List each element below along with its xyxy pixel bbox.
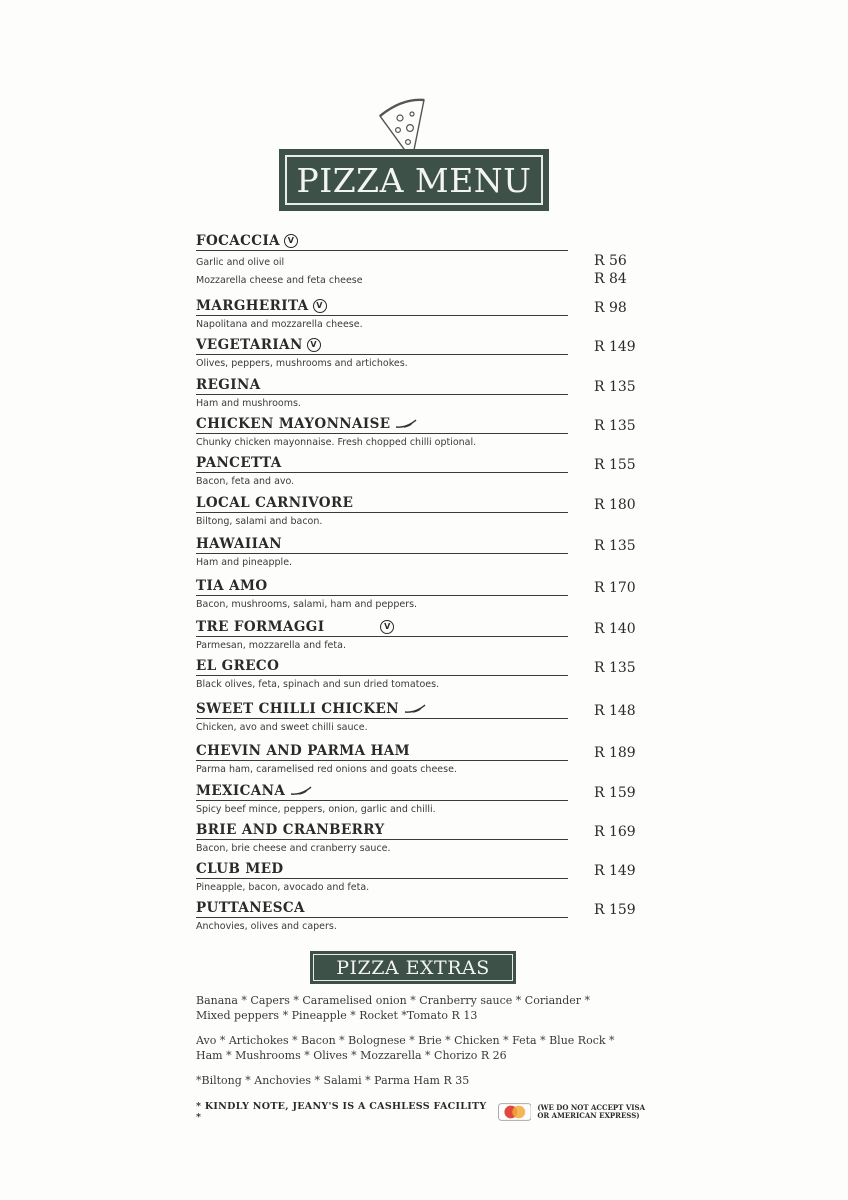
menu-item-price: R 159: [594, 785, 636, 801]
extras-group-r13: Banana * Capers * Caramelised onion * Cranberry sauce * Coriander * Mixed peppers * Pineapple * Rocket *Tomato R 13: [196, 994, 591, 1022]
menu-item-description: Black olives, feta, spinach and sun dried tomatoes.: [196, 679, 440, 690]
menu-item-name-row: [196, 742, 636, 760]
extras-group-r35: *Biltong * Anchovies * Salami * Parma Ham R 35: [196, 1074, 470, 1087]
menu-item-divider: [196, 433, 568, 434]
menu-item-divider: [196, 553, 568, 554]
menu-item: [196, 899, 636, 933]
chilli-icon: [403, 704, 427, 714]
menu-item-price: R 155: [594, 457, 636, 473]
menu-item-price: R 170: [594, 580, 636, 596]
menu-item-name-row: [196, 618, 636, 636]
mastercard-icon: [498, 1103, 532, 1121]
menu-item: [196, 415, 636, 449]
menu-item-name: CHICKEN MAYONNAISE: [196, 416, 391, 432]
menu-item-name: BRIE AND CRANBERRY: [196, 822, 385, 838]
menu-item-name-row: [196, 577, 636, 595]
menu-item-name: REGINA: [196, 377, 261, 393]
menu-item-price: R 149: [594, 863, 636, 879]
chilli-icon: [394, 419, 418, 429]
menu-item: [196, 860, 636, 894]
menu-item-price: R 159: [594, 902, 636, 918]
menu-item-price: R 135: [594, 379, 636, 395]
menu-item-price: R 135: [594, 418, 636, 434]
menu-item-divider: [196, 760, 568, 761]
menu-item-description: Bacon, feta and avo.: [196, 476, 295, 487]
menu-item-name-row: [196, 899, 636, 917]
menu-item-description: Ham and mushrooms.: [196, 398, 301, 409]
menu-item: [196, 494, 636, 528]
chilli-icon: [289, 786, 313, 796]
menu-item-name: MEXICANA: [196, 783, 286, 799]
menu-item-name: TIA AMO: [196, 578, 268, 594]
vegetarian-icon: V: [307, 338, 321, 352]
menu-item: [196, 782, 636, 816]
menu-item: [196, 336, 636, 370]
menu-item-price: R 98: [594, 300, 627, 316]
menu-item-price: R 148: [594, 703, 636, 719]
menu-item-description: Parma ham, caramelised red onions and goats cheese.: [196, 764, 457, 775]
extras-group-r26: Avo * Artichokes * Bacon * Bolognese * Brie * Chicken * Feta * Blue Rock * Ham * Mushrooms * Olives * Mozzarella * Chorizo R 26: [196, 1034, 615, 1062]
menu-title-banner: [279, 149, 549, 211]
menu-item: [196, 577, 636, 611]
menu-item-divider: [196, 878, 568, 879]
menu-item-name-row: [196, 782, 636, 800]
menu-item-description: Napolitana and mozzarella cheese.: [196, 319, 363, 330]
menu-item-description: Parmesan, mozzarella and feta.: [196, 640, 346, 651]
menu-item-description: Olives, peppers, mushrooms and artichokes.: [196, 358, 408, 369]
menu-item-divider: [196, 636, 568, 637]
menu-item-description: Pineapple, bacon, avocado and feta.: [196, 882, 370, 893]
menu-item-description: Spicy beef mince, peppers, onion, garlic and chilli.: [196, 804, 436, 815]
menu-title: PIZZA MENU: [285, 155, 543, 205]
focaccia-option: Mozzarella cheese and feta cheese: [196, 275, 363, 286]
menu-item: [196, 297, 636, 331]
menu-item: [196, 454, 636, 488]
menu-item-name: PUTTANESCA: [196, 900, 305, 916]
menu-item-name: CLUB MED: [196, 861, 284, 877]
cashless-note-text: * KINDLY NOTE, JEANY'S IS A CASHLESS FACILITY *: [196, 1101, 487, 1123]
menu-item-name-row: [196, 454, 636, 472]
menu-item: [196, 376, 636, 410]
menu-item-name-row: [196, 297, 636, 315]
menu-item-name: EL GRECO: [196, 658, 280, 674]
menu-item-price: R 189: [594, 745, 636, 761]
menu-item-description: Chicken, avo and sweet chilli sauce.: [196, 722, 368, 733]
menu-item-name-row: [196, 821, 636, 839]
menu-item-name: HAWAIIAN: [196, 536, 282, 552]
menu-item-description: Biltong, salami and bacon.: [196, 516, 323, 527]
menu-item-name-row: [196, 376, 636, 394]
menu-item: [196, 618, 636, 652]
menu-item-description: Ham and pineapple.: [196, 557, 293, 568]
menu-item-name-row: [196, 232, 636, 250]
menu-item-divider: [196, 394, 568, 395]
focaccia-option-price: R 56: [594, 253, 627, 269]
menu-item-description: Chunky chicken mayonnaise. Fresh chopped chilli optional.: [196, 437, 477, 448]
menu-item-price: R 140: [594, 621, 636, 637]
menu-item-divider: [196, 718, 568, 719]
menu-item-divider: [196, 250, 568, 251]
card-exclusion-note: (WE DO NOT ACCEPT VISA OR AMERICAN EXPRESS): [537, 1103, 646, 1120]
menu-item-name: SWEET CHILLI CHICKEN: [196, 701, 399, 717]
menu-item-name: MARGHERITA: [196, 298, 309, 314]
menu-item-price: R 135: [594, 660, 636, 676]
menu-item-name-row: [196, 535, 636, 553]
menu-item-divider: [196, 595, 568, 596]
menu-item-name: TRE FORMAGGI: [196, 619, 325, 635]
menu-item-divider: [196, 315, 568, 316]
menu-item-description: Bacon, mushrooms, salami, ham and peppers.: [196, 599, 418, 610]
menu-item-name-row: [196, 700, 636, 718]
menu-item-price: R 149: [594, 339, 636, 355]
menu-item-divider: [196, 839, 568, 840]
menu-item-divider: [196, 800, 568, 801]
menu-item-price: R 169: [594, 824, 636, 840]
menu-item-name: LOCAL CARNIVORE: [196, 495, 354, 511]
menu-item: [196, 232, 636, 287]
menu-item-name-row: [196, 494, 636, 512]
menu-item-name: PANCETTA: [196, 455, 282, 471]
menu-item-divider: [196, 675, 568, 676]
extras-title-banner: [310, 951, 516, 984]
menu-item-description: Bacon, brie cheese and cranberry sauce.: [196, 843, 391, 854]
menu-item-price: R 135: [594, 538, 636, 554]
vegetarian-icon: V: [313, 299, 327, 313]
menu-item-divider: [196, 512, 568, 513]
focaccia-option-price: R 84: [594, 271, 627, 287]
extras-title: PIZZA EXTRAS: [313, 954, 513, 981]
menu-item: [196, 821, 636, 855]
menu-item: [196, 742, 636, 776]
cashless-note: [196, 1100, 646, 1124]
menu-item-price: R 180: [594, 497, 636, 513]
menu-item-name: VEGETARIAN: [196, 337, 303, 353]
menu-item-name: FOCACCIA: [196, 233, 281, 249]
menu-item-name-row: [196, 415, 636, 433]
menu-item-name-row: [196, 336, 636, 354]
menu-item-description: Anchovies, olives and capers.: [196, 921, 337, 932]
menu-item-name-row: [196, 657, 636, 675]
vegetarian-icon: V: [284, 234, 298, 248]
menu-item-name-row: [196, 860, 636, 878]
menu-item-divider: [196, 472, 568, 473]
menu-item-name: CHEVIN AND PARMA HAM: [196, 743, 410, 759]
focaccia-option: Garlic and olive oil: [196, 257, 285, 268]
menu-item: [196, 657, 636, 691]
menu-item-divider: [196, 354, 568, 355]
menu-item: [196, 700, 636, 734]
menu-item-divider: [196, 917, 568, 918]
vegetarian-icon: V: [380, 620, 394, 634]
menu-item: [196, 535, 636, 569]
